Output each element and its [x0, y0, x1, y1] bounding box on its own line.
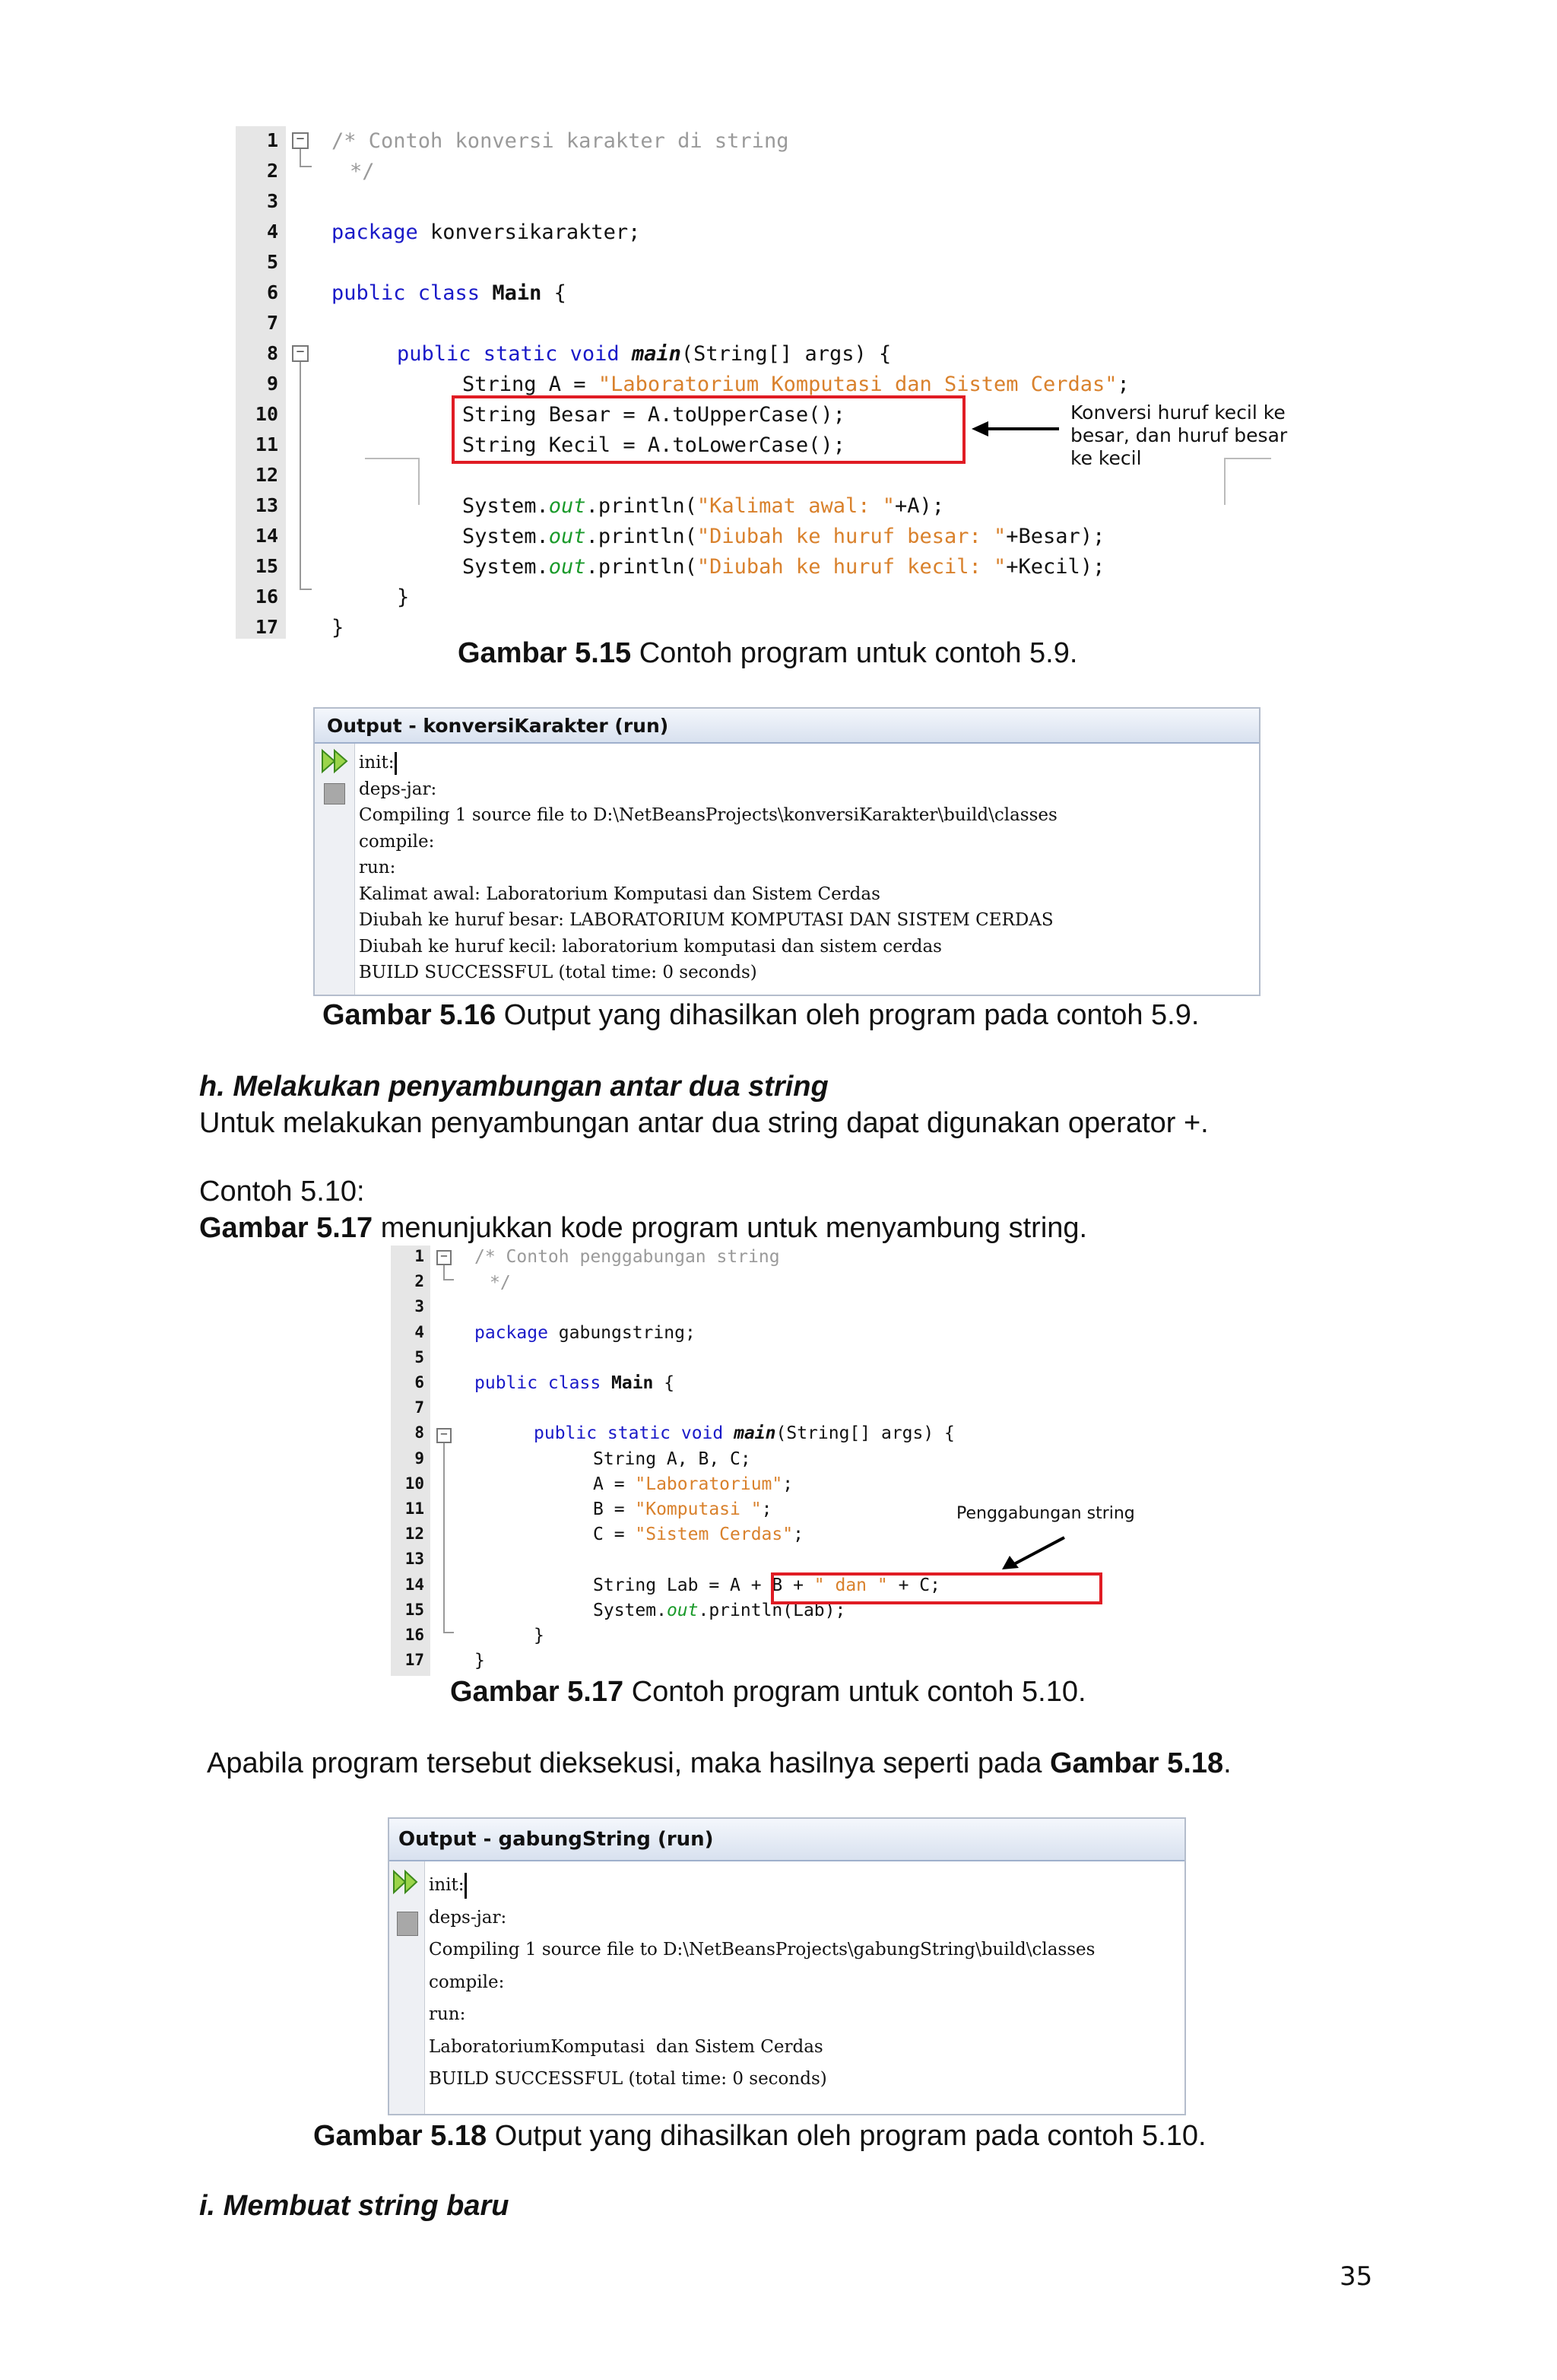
- output-titlebar: Output - gabungString (run): [389, 1819, 1184, 1861]
- caption-figure-5-17: Gambar 5.17 Contoh program untuk contoh 5.10.: [450, 1676, 1086, 1708]
- highlight-box: [771, 1572, 1102, 1604]
- output-line: Kalimat awal: Laboratorium Komputasi dan Sistem Cerdas: [359, 884, 880, 904]
- output-line: Diubah ke huruf besar: LABORATORIUM KOMPUTASI DAN SISTEM CERDAS: [359, 910, 1054, 930]
- output-text: [429, 1869, 1095, 2096]
- output-line: run:: [359, 858, 396, 877]
- arrow-left-icon: [972, 418, 1063, 441]
- caption-figure-5-16: Gambar 5.16 Output yang dihasilkan oleh program pada contoh 5.9.: [322, 999, 1200, 1031]
- line-number: 1: [414, 1247, 424, 1265]
- output-line: init:: [359, 750, 1058, 776]
- line-number: 6: [414, 1373, 424, 1392]
- code-line-8: public static void main(String[] args) {: [397, 342, 892, 366]
- output-line: init:: [429, 1869, 1095, 1902]
- code-line-6: public class Main {: [474, 1373, 675, 1393]
- line-number: 7: [414, 1398, 424, 1417]
- line-number: 7: [266, 312, 278, 334]
- code-line-4: package konversikarakter;: [331, 221, 641, 244]
- code-line-2: */: [490, 1273, 511, 1293]
- code-line-11: String Kecil = A.toLowerCase();: [462, 433, 845, 457]
- rerun-icon[interactable]: [392, 1869, 421, 1895]
- line-number: 17: [255, 616, 278, 638]
- line-number: 13: [255, 494, 278, 516]
- line-number: 9: [266, 373, 278, 395]
- line-number: 5: [414, 1347, 424, 1366]
- line-number: 4: [266, 221, 278, 243]
- code-line-6: public class Main {: [331, 281, 566, 305]
- output-sidebar: [315, 744, 355, 995]
- code-line-9: String A, B, C;: [593, 1449, 751, 1469]
- output-line: Compiling 1 source file to D:\NetBeansProjects\gabungString\build\classes: [429, 1940, 1096, 1960]
- page-number: 35: [1340, 2261, 1373, 2292]
- paragraph-figure-ref: Gambar 5.17 menunjukkan kode program untuk menyambung string.: [199, 1212, 1088, 1244]
- line-number: 11: [404, 1499, 424, 1518]
- output-line: LaboratoriumKomputasi dan Sistem Cerdas: [429, 2036, 823, 2057]
- fold-toggle-icon[interactable]: −: [292, 132, 309, 149]
- fold-toggle-icon[interactable]: −: [436, 1250, 452, 1265]
- arrow-down-left-icon: [999, 1534, 1067, 1572]
- line-number: 13: [404, 1550, 424, 1569]
- heading-section-h: h. Melakukan penyambungan antar dua string: [199, 1071, 829, 1103]
- code-line-8: public static void main(String[] args) {: [534, 1423, 955, 1443]
- stop-icon[interactable]: [397, 1912, 418, 1936]
- output-text: [359, 750, 1058, 986]
- output-line: deps-jar:: [429, 1907, 507, 1928]
- output-titlebar: Output - konversiKarakter (run): [315, 709, 1259, 744]
- concatenation-annotation: Penggabungan string: [956, 1504, 1135, 1523]
- code-line-11: B = "Komputasi ";: [593, 1499, 772, 1519]
- output-line: run:: [429, 2004, 466, 2024]
- line-number: 9: [414, 1449, 424, 1468]
- code-line-1: /* Contoh penggabungan string: [474, 1247, 780, 1267]
- line-number: 6: [266, 281, 278, 303]
- code-line-17: }: [474, 1651, 485, 1671]
- output-line: compile:: [359, 831, 435, 852]
- code-line-15: System.out.println("Diubah ke huruf kecil: "+Kecil);: [462, 555, 1105, 579]
- rerun-icon[interactable]: [321, 748, 351, 774]
- output-window-gabung: [388, 1817, 1186, 2115]
- code-line-9: String A = "Laboratorium Komputasi dan Sistem Cerdas";: [462, 373, 1130, 396]
- figure-5-17-code: [391, 1246, 1189, 1676]
- line-number: 15: [255, 555, 278, 577]
- line-number: 3: [414, 1297, 424, 1316]
- output-line: BUILD SUCCESSFUL (total time: 0 seconds): [429, 2069, 827, 2089]
- output-line: compile:: [429, 1972, 505, 1992]
- line-number: 5: [266, 251, 278, 273]
- code-line-2: */: [350, 160, 375, 183]
- fold-toggle-icon[interactable]: −: [436, 1428, 452, 1443]
- line-number: 12: [255, 464, 278, 486]
- line-number: 3: [266, 190, 278, 212]
- line-number: 16: [404, 1626, 424, 1644]
- line-number: 12: [404, 1525, 424, 1544]
- code-line-14: System.out.println("Diubah ke huruf besar: "+Besar);: [462, 525, 1105, 548]
- output-sidebar: [389, 1861, 425, 2114]
- paragraph-execution: Apabila program tersebut dieksekusi, maka hasilnya seperti pada Gambar 5.18.: [207, 1747, 1232, 1779]
- code-line-16: }: [397, 585, 410, 609]
- line-number: 4: [414, 1322, 424, 1341]
- code-line-12: C = "Sistem Cerdas";: [593, 1525, 804, 1544]
- paragraph-concat: Untuk melakukan penyambungan antar dua string dapat digunakan operator +.: [199, 1107, 1209, 1139]
- line-number: 11: [255, 433, 278, 455]
- highlight-box: [452, 395, 966, 464]
- code-line-13: System.out.println("Kalimat awal: "+A);: [462, 494, 945, 518]
- line-number: 2: [414, 1272, 424, 1291]
- paragraph-example: Contoh 5.10:: [199, 1176, 365, 1207]
- line-number: 10: [404, 1474, 424, 1493]
- fold-toggle-icon[interactable]: −: [292, 345, 309, 362]
- conversion-annotation: Konversi huruf kecil ke besar, dan huruf besar ke kecil: [1070, 401, 1288, 469]
- line-number: 14: [404, 1575, 424, 1594]
- heading-section-i: i. Membuat string baru: [199, 2190, 509, 2222]
- line-number: 8: [266, 342, 278, 364]
- line-number: 1: [266, 129, 278, 151]
- caption-figure-5-18: Gambar 5.18 Output yang dihasilkan oleh program pada contoh 5.10.: [313, 2120, 1207, 2152]
- caption-figure-5-15: Gambar 5.15 Contoh program untuk contoh 5.9.: [458, 637, 1078, 669]
- line-number: 2: [266, 160, 278, 182]
- line-number: 17: [404, 1651, 424, 1670]
- code-line-4: package gabungstring;: [474, 1323, 696, 1343]
- output-line: Compiling 1 source file to D:\NetBeansProjects\konversiKarakter\build\classes: [359, 805, 1058, 825]
- text-cursor: [395, 752, 397, 775]
- text-cursor: [465, 1873, 467, 1899]
- output-line: Diubah ke huruf kecil: laboratorium komputasi dan sistem cerdas: [359, 936, 942, 957]
- stop-icon[interactable]: [324, 783, 345, 804]
- code-line-1: /* Contoh konversi karakter di string: [331, 129, 789, 153]
- line-number: 16: [255, 585, 278, 608]
- code-line-14: String Lab = A + B + " dan " + C;: [593, 1576, 940, 1595]
- code-line-10: String Besar = A.toUpperCase();: [462, 403, 845, 427]
- figure-5-15-code: [236, 126, 1338, 639]
- output-line: deps-jar:: [359, 779, 437, 799]
- output-line: BUILD SUCCESSFUL (total time: 0 seconds): [359, 963, 757, 982]
- code-line-16: }: [534, 1626, 544, 1645]
- line-number: 10: [255, 403, 278, 425]
- line-number: 8: [414, 1423, 424, 1442]
- code-line-10: A = "Laboratorium";: [593, 1474, 794, 1494]
- code-line-15: System.out.println(Lab);: [593, 1601, 846, 1620]
- line-number: 14: [255, 525, 278, 547]
- output-window-konversi: [313, 707, 1261, 996]
- line-number: 15: [404, 1600, 424, 1619]
- code-line-17: }: [331, 616, 344, 639]
